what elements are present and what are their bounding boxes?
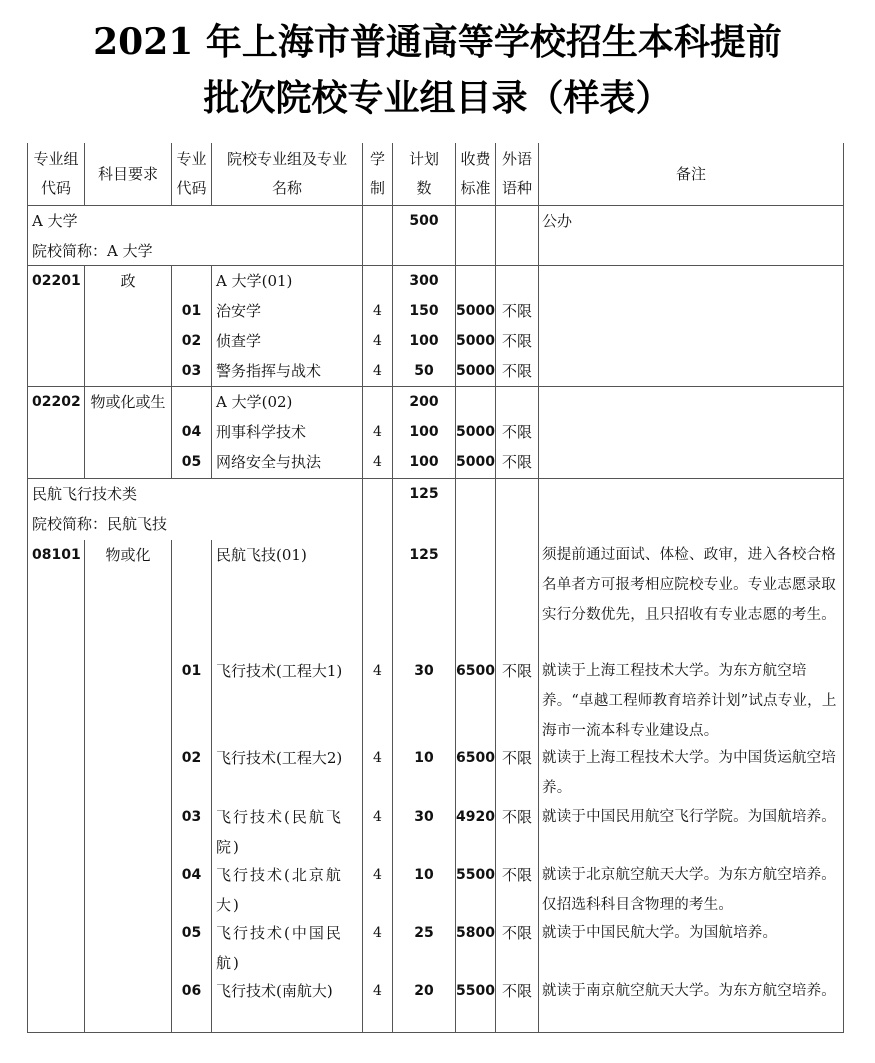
col-divider (84, 265, 85, 479)
major-name: 警务指挥与战术 (216, 362, 322, 380)
col-divider (455, 143, 456, 1033)
major-fee: 4920 (456, 809, 495, 825)
group-code: 02202 (32, 394, 81, 410)
group-remark: 须提前通过面试、体检、政审，进入各校合格名单者方可报考相应院校专业。专业志愿录取实行分数优先，且只招收有专业志愿的考生。 (542, 547, 836, 623)
major-fee: 5000 (456, 303, 495, 319)
header-group-code (28, 145, 84, 203)
major-remark: 就读于中国民用航空飞行学院。为国航培养。 (542, 809, 836, 825)
major-duration: 4 (373, 983, 382, 999)
col-divider (362, 143, 363, 1033)
major-plan: 10 (414, 867, 434, 883)
major-plan: 25 (414, 925, 434, 941)
major-duration: 4 (373, 750, 382, 766)
major-plan: 10 (414, 750, 434, 766)
header-text: 代码 (40, 179, 71, 197)
major-fee: 5800 (456, 925, 495, 941)
major-plan: 20 (414, 983, 434, 999)
major-fee: 5500 (456, 867, 495, 883)
major-plan: 100 (409, 424, 439, 440)
group-subject: 物或化或生 (90, 393, 166, 411)
col-divider (84, 540, 85, 1033)
major-code: 06 (181, 983, 202, 999)
col-divider (211, 540, 212, 1033)
major-language: 不限 (501, 808, 532, 826)
major-remark: 就读于上海工程技术大学。为东方航空培养。“卓越工程师教育培养计划”试点专业，上海市一流本科专业建设点。 (542, 663, 837, 739)
major-code: 04 (181, 424, 202, 440)
major-duration: 4 (373, 867, 382, 883)
header-text: 计划 (408, 150, 439, 168)
school-short-name: 院校简称：民航飞技 (32, 515, 168, 533)
school-short-name: 院校简称：A 大学 (32, 242, 153, 260)
major-plan: 30 (414, 663, 434, 679)
col-divider (171, 540, 172, 1033)
major-fee: 6500 (456, 750, 495, 766)
major-fee: 5500 (456, 983, 495, 999)
major-plan: 100 (409, 333, 439, 349)
major-remark: 就读于中国民航大学。为国航培养。 (542, 925, 778, 941)
document-title-line1: 2021 年上海市普通高等学校招生本科提前 (93, 21, 782, 63)
major-plan: 50 (414, 363, 434, 379)
major-fee: 5000 (456, 363, 495, 379)
major-language: 不限 (501, 662, 532, 680)
school-remark: 公办 (542, 212, 573, 230)
group-name: A 大学(02) (216, 393, 293, 411)
major-language: 不限 (501, 302, 532, 320)
group-plan: 200 (409, 394, 439, 410)
header-text: 外语 (501, 150, 532, 168)
group-name: A 大学(01) (216, 272, 293, 290)
school-name: A 大学 (32, 212, 78, 230)
admission-catalog-table (27, 143, 844, 1033)
major-language: 不限 (501, 866, 532, 884)
header-text: 名称 (271, 179, 302, 197)
major-name: 飞行技术(工程大2) (216, 749, 343, 767)
major-code: 03 (181, 809, 202, 825)
major-duration: 4 (373, 333, 382, 349)
header-text: 数 (416, 179, 432, 197)
major-name: 飞行技术(中国民航) (216, 924, 343, 972)
major-name: 飞行技术(工程大1) (216, 662, 343, 680)
major-language: 不限 (501, 749, 532, 767)
major-code: 02 (181, 750, 202, 766)
header-text: 学 (369, 150, 385, 168)
header-subject-req: 科目要求 (97, 165, 158, 183)
header-fee (456, 145, 495, 203)
major-code: 04 (181, 867, 202, 883)
group-plan: 125 (409, 547, 439, 563)
header-text: 制 (369, 179, 385, 197)
header-duration (363, 145, 392, 203)
header-remarks: 备注 (675, 165, 706, 183)
major-duration: 4 (373, 303, 382, 319)
major-name: 飞行技术(北京航大) (216, 866, 343, 914)
major-code: 03 (181, 363, 202, 379)
major-name: 飞行技术(民航飞院) (216, 808, 343, 856)
major-language: 不限 (501, 453, 532, 471)
major-code: 02 (181, 333, 202, 349)
table-border-left (27, 143, 28, 1033)
major-code: 05 (181, 454, 202, 470)
school-name: 民航飞行技术类 (32, 485, 138, 503)
major-duration: 4 (373, 663, 382, 679)
major-plan: 150 (409, 303, 439, 319)
major-duration: 4 (373, 363, 382, 379)
major-duration: 4 (373, 454, 382, 470)
major-remark: 就读于北京航空航天大学。为东方航空培养。仅招选科科目含物理的考生。 (542, 867, 836, 913)
major-code: 01 (181, 303, 202, 319)
col-divider (538, 143, 539, 1033)
major-name: 治安学 (216, 302, 262, 320)
major-plan: 100 (409, 454, 439, 470)
header-text: 院校专业组及专业 (226, 150, 347, 168)
header-major-code (172, 145, 211, 203)
group-subject: 政 (120, 272, 136, 290)
col-divider (211, 265, 212, 479)
major-language: 不限 (501, 982, 532, 1000)
major-fee: 5000 (456, 454, 495, 470)
header-text: 语种 (501, 179, 532, 197)
major-code: 05 (181, 925, 202, 941)
header-language (496, 145, 538, 203)
major-fee: 5000 (456, 333, 495, 349)
major-name: 侦查学 (216, 332, 262, 350)
header-text: 专业组 (33, 150, 79, 168)
header-text: 代码 (176, 179, 207, 197)
col-divider (495, 143, 496, 1033)
major-fee: 5000 (456, 424, 495, 440)
major-language: 不限 (501, 924, 532, 942)
document-title-line2: 批次院校专业组目录（样表） (203, 77, 672, 119)
major-name: 刑事科学技术 (216, 423, 307, 441)
major-remark: 就读于上海工程技术大学。为中国货运航空培养。 (542, 750, 836, 796)
major-language: 不限 (501, 332, 532, 350)
group-plan: 300 (409, 273, 439, 289)
major-language: 不限 (501, 423, 532, 441)
group-subject: 物或化 (105, 546, 151, 564)
major-duration: 4 (373, 925, 382, 941)
table-border-bottom (27, 1032, 844, 1033)
group-name: 民航飞技(01) (216, 546, 307, 564)
major-duration: 4 (373, 424, 382, 440)
major-name: 网络安全与执法 (216, 453, 322, 471)
school-plan: 500 (409, 213, 439, 229)
major-language: 不限 (501, 362, 532, 380)
major-fee: 6500 (456, 663, 495, 679)
school-plan: 125 (409, 486, 439, 502)
major-code: 01 (181, 663, 202, 679)
major-name: 飞行技术(南航大) (216, 982, 333, 1000)
header-text: 收费 (460, 150, 491, 168)
major-remark: 就读于南京航空航天大学。为东方航空培养。 (542, 983, 836, 999)
group-code: 08101 (32, 547, 81, 563)
major-duration: 4 (373, 809, 382, 825)
header-text: 专业 (176, 150, 207, 168)
major-plan: 30 (414, 809, 434, 825)
group-code: 02201 (32, 273, 81, 289)
header-text: 标准 (460, 179, 491, 197)
header-plan (393, 145, 455, 203)
header-major-name (212, 145, 362, 203)
